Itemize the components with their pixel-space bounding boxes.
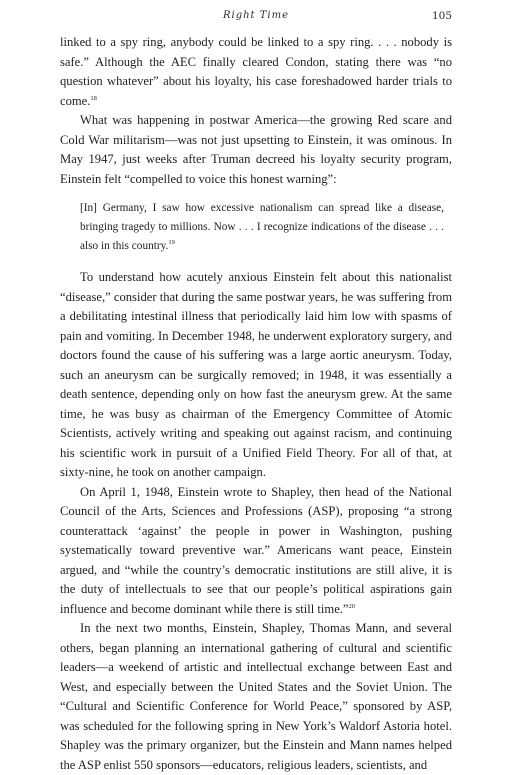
footnote-ref-19: 19 xyxy=(168,239,175,247)
footnote-ref-18: 18 xyxy=(90,94,97,102)
block-quote-text: [In] Germany, I saw how excessive nationalism can spread like a disease, bringing tragedy to millions. Now . . . I recognize indications of the disease . . . also in this country. xyxy=(80,202,444,252)
paragraph-2-text: What was happening in postwar America—the growing Red scare and Cold War militarism—was not just upsetting to Einstein, it was ominous. In May 1947, just weeks after Truman decreed his loyalty security program, Einstein felt “compelled to voice this honest warning”: xyxy=(60,113,452,186)
paragraph-1 xyxy=(60,33,452,111)
paragraph-4-text: On April 1, 1948, Einstein wrote to Shapley, then head of the National Council of the Arts, Sciences and Professions (ASP), proposing “a strong counterattack ‘against’ the people in power in Washington, pushing systematically toward preventive war.” Americans want peace, Einstein argued, and “while the country’s democratic institutions are still alive, it is the duty of intellectuals to see that our people’s political aspirations gain influence and become dominant while there is still time.” xyxy=(60,484,452,616)
running-title: Right Time xyxy=(222,10,290,21)
paragraph-4 xyxy=(60,483,452,620)
page-number: 105 xyxy=(431,10,452,22)
footnote-ref-20: 20 xyxy=(348,602,356,610)
paragraph-1-text: linked to a spy ring, anybody could be linked to a spy ring. . . . nobody is safe.” Although the AEC finally cleared Condon, stating there was “no question whatever” about his loyalty, his case foreshadowed harder trials to come. xyxy=(60,35,452,108)
paragraph-3 xyxy=(60,268,452,483)
paragraph-3-text: To understand how acutely anxious Einstein felt about this nationalist “disease,” consider that during the same postwar years, he was suffering from a debilitating intestinal illness that periodically laid him low with spasms of pain and vomiting. In December 1948, he underwent exploratory surgery, and doctors found the cause of his suffering was a large aortic aneurysm. Today, such an aneurysm can be surgically removed; in 1948, it was essentially a death sentence, depending only on how fast the aneurysm grew. At the same time, he was busy as chairman of the Emergency Committee of Atomic Scientists, actively writing and speaking out against racism, and continuing his scientific work in pursuit of a Unified Field Theory. For all of that, at sixty-nine, he took on another campaign. xyxy=(60,270,452,479)
paragraph-5-text: In the next two months, Einstein, Shapley, Thomas Mann, and several others, began planning an international gathering of cultural and scientific leaders—a weekend of artistic and intellectual exchange between East and West, and especially between the United States and the Soviet Union. The “Cultural and Scientific Conference for World Peace,” sponsored by ASP, was scheduled for the following spring in New York’s Waldorf Astoria hotel. Shapley was the primary organizer, but the Einstein and Mann names helped the ASP enlist 550 sponsors—educators, religious leaders, scientists, and xyxy=(60,621,452,772)
running-head xyxy=(60,10,452,26)
block-quote xyxy=(80,199,444,256)
body-text xyxy=(60,33,452,775)
paragraph-5 xyxy=(60,619,452,775)
paragraph-2 xyxy=(60,111,452,189)
